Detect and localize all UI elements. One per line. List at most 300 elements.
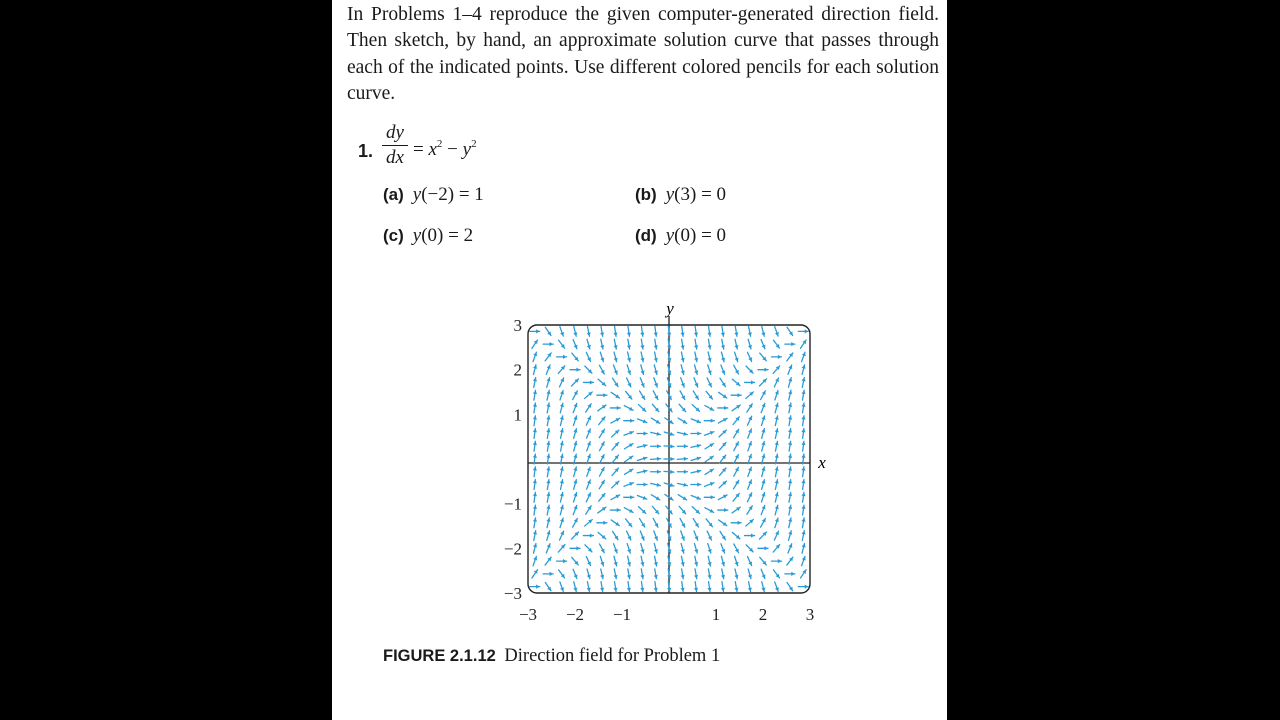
slope-arrow xyxy=(653,391,658,400)
slope-arrow xyxy=(785,342,795,346)
slope-arrow xyxy=(557,355,567,359)
slope-arrow xyxy=(678,495,687,500)
slope-arrow xyxy=(787,353,793,361)
slope-arrow xyxy=(775,492,779,502)
slope-arrow xyxy=(587,454,591,463)
slope-arrow xyxy=(720,378,725,386)
slope-arrow xyxy=(611,495,620,500)
slope-arrow xyxy=(761,569,765,578)
y-tick-label: 1 xyxy=(513,405,522,425)
slope-arrow xyxy=(788,492,792,502)
slope-arrow xyxy=(530,329,540,333)
slope-arrow xyxy=(651,495,660,500)
slope-arrow xyxy=(546,416,550,426)
slope-arrow xyxy=(587,326,591,336)
slope-arrow xyxy=(626,391,632,399)
slope-arrow xyxy=(587,442,591,451)
slope-arrow xyxy=(734,442,739,451)
minus-sign: − xyxy=(447,139,458,160)
x-variable: x xyxy=(428,139,437,160)
slope-arrow xyxy=(775,582,779,591)
slope-arrow xyxy=(693,391,698,400)
slope-arrow xyxy=(652,506,659,514)
slope-arrow xyxy=(599,417,605,425)
slope-arrow xyxy=(681,556,685,566)
slope-arrow xyxy=(547,531,551,541)
slope-arrow xyxy=(748,454,752,463)
slope-arrow xyxy=(681,326,685,336)
slope-arrow xyxy=(627,582,631,592)
slope-arrow xyxy=(573,480,577,490)
slope-arrow xyxy=(771,559,781,563)
slope-arrow xyxy=(680,391,685,400)
slope-arrow xyxy=(721,326,725,336)
slope-arrow xyxy=(557,559,567,563)
x-tick-label: −1 xyxy=(612,605,632,624)
slope-arrow xyxy=(654,569,658,579)
slope-arrow xyxy=(545,327,551,335)
slope-arrow xyxy=(599,544,604,553)
slope-arrow xyxy=(637,444,647,448)
x-axis-label: x xyxy=(818,453,826,472)
slope-arrow xyxy=(558,545,565,553)
slope-arrow xyxy=(721,569,725,579)
slope-arrow xyxy=(573,327,577,337)
slope-arrow xyxy=(802,531,806,541)
slope-arrow xyxy=(640,556,644,566)
slope-arrow xyxy=(530,585,540,589)
slope-arrow xyxy=(533,429,537,439)
slope-arrow xyxy=(560,518,564,528)
slope-arrow xyxy=(677,444,687,448)
slope-arrow xyxy=(654,365,658,375)
slope-arrow xyxy=(533,441,537,451)
slope-arrow xyxy=(559,570,565,578)
slope-arrow xyxy=(559,531,564,540)
slope-arrow xyxy=(613,365,617,374)
slope-arrow xyxy=(775,441,779,451)
slope-arrow xyxy=(681,339,685,349)
slope-arrow xyxy=(533,390,537,400)
y-variable: y xyxy=(462,139,472,160)
slope-arrow xyxy=(641,544,645,554)
slope-arrow xyxy=(732,507,740,513)
slope-arrow xyxy=(691,431,701,435)
slope-arrow xyxy=(560,467,564,477)
slope-arrow xyxy=(546,429,550,439)
slope-arrow xyxy=(801,403,805,413)
slope-arrow xyxy=(624,469,632,474)
slope-arrow xyxy=(638,405,645,412)
slope-arrow xyxy=(612,481,619,488)
x-tick-label: −2 xyxy=(565,605,585,624)
slope-arrow xyxy=(640,391,645,400)
slope-arrow xyxy=(694,339,698,349)
slope-arrow xyxy=(705,406,714,411)
slope-arrow xyxy=(802,556,806,565)
slope-arrow xyxy=(731,521,741,525)
slope-arrow xyxy=(545,557,551,565)
slope-arrow xyxy=(775,505,779,515)
slope-arrow xyxy=(600,326,604,336)
slope-arrow xyxy=(585,366,592,373)
slope-arrow xyxy=(613,531,618,539)
slope-arrow xyxy=(746,392,754,399)
equation-rhs xyxy=(413,139,477,161)
slope-arrow xyxy=(691,495,700,499)
slope-arrow xyxy=(748,569,752,579)
slope-arrow xyxy=(651,418,660,423)
slope-arrow xyxy=(694,352,698,362)
slope-arrow xyxy=(651,470,661,474)
slope-arrow xyxy=(624,508,633,513)
slope-arrow xyxy=(637,482,647,486)
slope-arrow xyxy=(654,326,658,336)
part-a-func: y xyxy=(412,184,422,205)
slope-arrow xyxy=(774,531,779,540)
slope-arrow xyxy=(761,582,765,592)
slope-arrow xyxy=(681,365,685,375)
figure-caption-text: Direction field for Problem 1 xyxy=(504,646,721,666)
slope-arrow xyxy=(705,456,713,462)
slope-arrow xyxy=(798,329,808,333)
slope-arrow xyxy=(571,379,578,386)
slope-arrow xyxy=(761,441,765,451)
slope-arrow xyxy=(640,352,644,362)
slope-arrow xyxy=(654,531,658,540)
slope-arrow xyxy=(600,352,604,361)
slope-arrow xyxy=(599,429,604,438)
y-tick-label: −3 xyxy=(503,584,522,603)
slope-arrow xyxy=(719,442,726,450)
slope-arrow xyxy=(681,352,685,362)
slope-arrow xyxy=(586,557,591,566)
tick-labels xyxy=(504,316,814,624)
slope-arrow xyxy=(599,480,604,489)
y-tick-label: −1 xyxy=(503,494,522,514)
slope-arrow xyxy=(614,556,618,566)
slope-arrow xyxy=(573,493,577,503)
slope-arrow xyxy=(651,432,661,436)
slope-arrow xyxy=(734,339,738,349)
slope-arrow xyxy=(638,507,645,514)
slope-arrow xyxy=(558,366,565,374)
part-c-label: (c) xyxy=(383,226,404,245)
slope-arrow xyxy=(533,365,537,375)
part-b-label: (b) xyxy=(635,185,657,204)
slope-arrow xyxy=(573,340,577,349)
slope-arrow xyxy=(721,339,725,349)
slope-arrow xyxy=(718,508,728,512)
slope-arrow xyxy=(533,352,537,361)
part-d-label: (d) xyxy=(635,226,657,245)
figure-label: FIGURE 2.1.12 xyxy=(383,647,496,665)
slope-arrow xyxy=(788,378,792,388)
slope-arrow xyxy=(651,483,661,487)
slope-arrow xyxy=(745,380,755,384)
slope-arrow xyxy=(707,569,711,579)
slope-arrow xyxy=(533,505,537,515)
slope-arrow xyxy=(612,442,619,450)
part-a xyxy=(383,184,484,206)
slope-arrow xyxy=(600,569,604,579)
slope-arrow xyxy=(627,531,632,540)
slope-arrow xyxy=(694,556,698,566)
slope-arrow xyxy=(748,480,752,489)
slope-arrow xyxy=(585,545,592,552)
slope-arrow xyxy=(600,582,604,592)
part-d-func: y xyxy=(665,225,675,246)
slope-arrow xyxy=(640,326,644,336)
slope-arrow xyxy=(706,519,712,527)
slope-arrow xyxy=(775,416,779,426)
slope-arrow xyxy=(733,493,739,501)
slope-arrow xyxy=(731,393,741,397)
slope-arrow xyxy=(693,519,698,528)
slope-arrow xyxy=(775,480,779,490)
slope-arrow xyxy=(654,544,658,554)
slope-arrow xyxy=(546,544,550,553)
slope-arrow xyxy=(573,505,577,514)
slope-arrow xyxy=(694,365,698,375)
slope-arrow xyxy=(691,457,701,461)
slope-arrow xyxy=(775,403,779,413)
slope-arrow xyxy=(694,326,698,336)
slope-arrow xyxy=(597,393,607,397)
slope-arrow xyxy=(721,352,725,362)
slope-arrow xyxy=(788,480,792,490)
y-tick-label: −2 xyxy=(503,539,522,559)
slope-arrow xyxy=(761,340,765,349)
slope-arrow xyxy=(732,379,740,385)
slope-arrow xyxy=(533,403,537,413)
slope-arrow xyxy=(708,352,712,362)
slope-arrow xyxy=(587,467,591,476)
slope-arrow xyxy=(610,508,620,512)
fraction-bar xyxy=(382,145,408,146)
slope-arrow xyxy=(583,533,593,537)
slope-arrow xyxy=(761,327,765,337)
slope-arrow xyxy=(704,495,714,499)
slope-arrow xyxy=(718,406,728,410)
slope-arrow xyxy=(624,495,634,499)
slope-arrow xyxy=(533,518,537,528)
slope-arrow xyxy=(747,416,752,425)
slope-arrow xyxy=(560,492,564,502)
part-c xyxy=(383,225,473,247)
slope-arrow xyxy=(761,493,765,503)
slope-arrow xyxy=(546,403,550,413)
slope-arrow xyxy=(733,417,739,425)
slope-arrow xyxy=(694,569,698,579)
slope-arrow xyxy=(679,506,686,514)
slope-arrow xyxy=(560,582,564,591)
slope-arrow xyxy=(692,405,699,412)
slope-arrow xyxy=(627,378,632,387)
slope-arrow xyxy=(545,582,551,590)
slope-arrow xyxy=(761,403,765,412)
slope-arrow xyxy=(624,444,632,449)
slope-arrow xyxy=(775,429,779,439)
slope-arrow xyxy=(775,518,779,528)
slope-arrow xyxy=(801,492,805,502)
slope-arrow xyxy=(546,505,550,515)
slope-arrow xyxy=(570,546,580,550)
slope-arrow xyxy=(681,531,685,540)
slope-arrow xyxy=(654,556,658,566)
slope-arrow xyxy=(573,416,577,426)
slope-arrow xyxy=(708,365,712,375)
slope-arrow xyxy=(586,404,591,412)
slope-arrow xyxy=(747,352,752,361)
slope-arrow xyxy=(761,467,765,477)
slope-arrow xyxy=(627,365,631,375)
slope-arrow xyxy=(599,365,604,374)
slope-arrow xyxy=(748,467,752,476)
slope-arrow xyxy=(600,556,604,565)
slope-arrow xyxy=(691,482,701,486)
slope-arrow xyxy=(707,582,711,592)
slope-arrow xyxy=(573,467,577,477)
part-a-label: (a) xyxy=(383,185,404,204)
slope-arrow xyxy=(787,327,793,335)
slope-arrow xyxy=(679,404,686,412)
slope-arrow xyxy=(667,326,671,336)
slope-arrow xyxy=(788,365,792,374)
part-c-func: y xyxy=(412,225,422,246)
slope-arrow xyxy=(694,531,698,540)
slope-arrow xyxy=(748,429,752,438)
slope-arrow xyxy=(734,544,739,553)
y-axis-label: y xyxy=(666,299,674,318)
slope-arrow xyxy=(599,493,605,501)
slope-arrow xyxy=(625,456,633,462)
slope-arrow xyxy=(573,569,577,578)
problem-set-instructions: In Problems 1–4 reproduce the given computer-generated direction field. Then sketch, by hand, an approximate solution curve that passes through each of the indicated points. Use different colored pencils for each solution curve. xyxy=(347,4,939,105)
x-tick-label: 1 xyxy=(711,605,721,624)
x-exponent: 2 xyxy=(436,138,443,150)
equals-sign: = xyxy=(413,139,424,160)
slope-arrow xyxy=(720,531,725,539)
slope-arrow xyxy=(627,339,631,349)
part-a-arg: (−2) xyxy=(421,184,455,205)
slope-arrow xyxy=(692,507,699,514)
slope-arrow xyxy=(627,569,631,579)
slope-arrow xyxy=(759,379,766,386)
slope-arrow xyxy=(624,419,634,423)
slope-arrow xyxy=(627,326,631,336)
slope-arrow xyxy=(734,455,739,464)
slope-arrow xyxy=(732,532,740,538)
slope-arrow xyxy=(802,365,806,375)
slope-arrow xyxy=(801,429,805,439)
slope-arrow xyxy=(735,556,739,565)
slope-arrow xyxy=(718,418,727,423)
slope-arrow xyxy=(732,405,740,411)
slope-arrow xyxy=(624,406,633,411)
slope-arrow xyxy=(748,442,752,451)
slope-arrow xyxy=(775,467,779,477)
slope-arrow xyxy=(533,467,537,477)
fraction-denominator: dx xyxy=(386,147,404,168)
slope-arrow xyxy=(640,582,644,592)
slope-arrow xyxy=(773,340,779,348)
slope-arrow xyxy=(707,378,712,387)
slope-arrow xyxy=(747,557,752,566)
slope-arrow xyxy=(626,519,632,527)
slope-arrow xyxy=(706,391,712,399)
slope-arrow xyxy=(801,416,805,426)
slope-arrow xyxy=(612,430,619,437)
slope-arrow xyxy=(640,339,644,349)
slope-arrow xyxy=(654,352,658,362)
slope-arrow xyxy=(637,495,646,499)
slope-arrow xyxy=(640,531,644,540)
slope-arrow xyxy=(721,556,725,566)
slope-arrow xyxy=(719,430,726,437)
slope-arrow xyxy=(707,531,712,540)
slope-arrow xyxy=(613,326,617,336)
slope-arrow xyxy=(705,469,713,474)
direction-field-figure xyxy=(332,290,947,635)
slope-arrow xyxy=(546,518,550,528)
slope-arrow xyxy=(774,378,779,387)
slope-arrow xyxy=(654,582,658,592)
slope-arrow xyxy=(759,532,766,539)
slope-arrow xyxy=(613,544,617,553)
slope-arrow xyxy=(653,518,658,527)
slope-arrow xyxy=(627,544,631,554)
slope-arrow xyxy=(775,390,779,400)
slope-arrow xyxy=(677,470,687,474)
slope-arrow xyxy=(788,544,792,553)
slope-arrow xyxy=(573,429,577,439)
slope-arrow xyxy=(612,468,619,476)
slope-arrow xyxy=(599,467,604,476)
slope-arrow xyxy=(678,432,688,436)
slope-arrow xyxy=(719,520,727,526)
slope-arrow xyxy=(598,532,606,538)
slope-arrow xyxy=(761,505,765,514)
slope-arrow xyxy=(801,518,805,528)
slope-arrow xyxy=(708,544,712,554)
part-b-arg: (3) xyxy=(674,184,697,205)
derivative-fraction xyxy=(382,122,408,169)
slope-arrow xyxy=(681,378,685,387)
part-d-value: = 0 xyxy=(696,225,727,246)
slope-arrow xyxy=(694,378,698,387)
slope-arrow xyxy=(627,352,631,362)
slope-arrow xyxy=(640,378,644,387)
slope-arrow xyxy=(787,557,793,565)
slope-arrow xyxy=(651,457,661,461)
slope-arrow xyxy=(705,444,713,449)
slope-arrow xyxy=(641,365,645,375)
slope-arrow xyxy=(719,392,727,398)
slope-arrow xyxy=(573,518,578,527)
slope-arrow xyxy=(788,390,792,400)
part-b xyxy=(635,184,726,206)
slope-arrow xyxy=(801,480,805,490)
slope-arrow xyxy=(532,340,538,348)
slope-arrow xyxy=(705,431,714,435)
slope-arrow xyxy=(800,340,806,348)
slope-arrow xyxy=(747,404,752,412)
slope-arrow xyxy=(573,403,577,412)
part-b-value: = 0 xyxy=(696,184,727,205)
slope-arrow xyxy=(587,480,591,489)
slope-arrow xyxy=(560,480,564,490)
